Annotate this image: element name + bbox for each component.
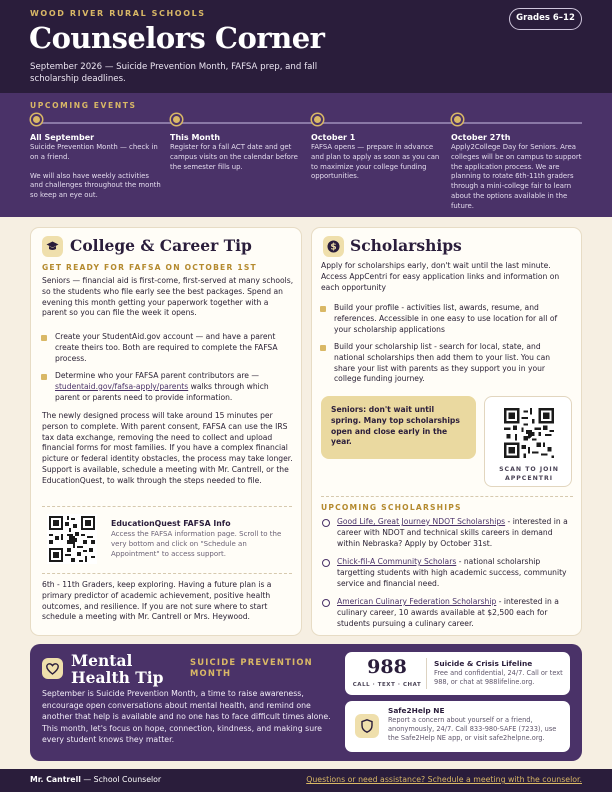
- bullet-item: [55, 371, 293, 403]
- mental-health-text: September is Suicide Prevention Month, a time to raise awareness, encourage open conversations about mental health, and remind one another that help is available and no one has to face difficult times alone. This month, let's focus on hope, connection, kindness, and making sure every student knows they matter.: [42, 689, 331, 745]
- qr-code-icon[interactable]: [502, 406, 556, 460]
- scholarship-item: [337, 597, 573, 629]
- timeline-dot: [171, 114, 182, 125]
- bullet-text: walks through which parent or parents need to provide information.: [55, 381, 269, 402]
- scholarship-item: [337, 517, 573, 549]
- intro-text: Seniors — financial aid is first-come, first-served at many schools, so the students who file early see the best packages. Spend an evening this month getting your paperwork together with a parent so you can file the week it opens.: [42, 276, 294, 318]
- event-desc: We will also have weekly activities and challenges throughout the month so keep an eye out.: [30, 171, 161, 200]
- lifeline-number[interactable]: 988: [367, 656, 407, 678]
- scholarship-link[interactable]: American Culinary Federation Scholarship: [337, 597, 497, 606]
- scholarships-card: [311, 227, 582, 636]
- crisis-lifeline-card: [345, 652, 570, 695]
- timeline-dot: [312, 114, 323, 125]
- lifeline-desc: Free and confidential, 24/7. Call or text 988, or chat at 988lifeline.org.: [434, 669, 563, 686]
- divider: [426, 658, 427, 689]
- qr-label: SCAN TO JOIN APPCENTRI: [499, 466, 559, 482]
- events-label: UPCOMING EVENTS: [30, 101, 137, 110]
- qr-title: EducationQuest FAFSA Info: [111, 519, 231, 528]
- graduation-cap-icon: [42, 236, 63, 257]
- scholarship-desc: - interested in a career with NDOT and technical skills careers in demand within Nebraska? Apply by October 31st.: [337, 517, 568, 548]
- scholarship-desc: - national scholarship targetting students with high academic success, community service and financial need.: [337, 557, 567, 588]
- schedule-meeting-link[interactable]: Questions or need assistance? Schedule a meeting with the counselor.: [306, 775, 582, 784]
- card-title: College & Career Tip: [70, 236, 252, 255]
- mental-health-section: [30, 644, 582, 761]
- timeline-dot: [452, 114, 463, 125]
- event-item: [30, 114, 162, 201]
- section-title: Mental Health Tip: [71, 651, 164, 687]
- divider: [42, 573, 292, 574]
- card-title: Scholarships: [350, 236, 462, 255]
- upcoming-events: [0, 93, 612, 217]
- event-date: October 27th: [451, 133, 511, 142]
- shield-icon: [355, 714, 379, 738]
- event-item: [451, 114, 583, 212]
- counselor-name-text: Mr. Cantrell: [30, 775, 81, 784]
- lifeline-title: Suicide & Crisis Lifeline: [434, 659, 533, 668]
- svg-text:$: $: [330, 242, 337, 253]
- safe2help-desc: Report a concern about yourself or a friend, anonymously, 24/7. Call 833-980-SAFE (7233), use the Safe2Help NE app, or visit safe2helpne.org.: [388, 716, 557, 742]
- event-date: This Month: [170, 133, 221, 142]
- safe2help-title: Safe2Help NE: [388, 706, 445, 715]
- page-title: Counselors Corner: [29, 21, 325, 55]
- divider: [321, 496, 573, 497]
- section-label: GET READY FOR FAFSA ON OCTOBER 1ST: [42, 263, 257, 272]
- event-desc: FAFSA opens — prepare in advance and plan to apply as soon as you can to maximize your college funding opportunities.: [311, 143, 440, 181]
- divider: [42, 506, 292, 507]
- bullet-item: Create your StudentAid.gov account — and have a parent create theirs too. Both are required to complete the FAFSA process.: [55, 332, 293, 364]
- safe2help-card: [345, 701, 570, 752]
- page-subtitle: September 2026 — Suicide Prevention Month, FAFSA prep, and fall scholarship deadlines.: [30, 62, 318, 84]
- event-desc: Register for a fall ACT date and get campus visits on the calendar before the semester fills up.: [170, 143, 298, 171]
- counselor-role: — School Counselor: [80, 775, 162, 784]
- section-label: SUICIDE PREVENTION MONTH: [190, 657, 313, 678]
- timeline-dot: [31, 114, 42, 125]
- event-item: [170, 114, 302, 172]
- appcentri-qr-card[interactable]: [484, 396, 572, 487]
- event-desc: Suicide Prevention Month — check in on a friend.: [30, 143, 158, 161]
- college-career-card: [30, 227, 302, 636]
- callout-box: Seniors: don't wait until spring. Many top scholarships open and close early in the year.: [321, 396, 476, 459]
- body-text: The newly designed process will take around 15 minutes per person to complete. With parent consent, FAFSA can use the IRS tax data exchange, removing the need to collect and upload financial forms for most families. If you have a complex financial picture or federal identity obstacles, the process may take longer. Support is available, schedule a meeting with Mr. Cantrell, or the EducationQuest, to walk through the steps needed to file.: [42, 411, 293, 485]
- event-desc: Apply2College Day for Seniors. Area colleges will be on campus to support the application process. We are planning to rotate 6th-11th graders through a mini-college fair to learn about the options available in the future.: [451, 143, 582, 210]
- scholarship-desc: - interested in a culinary career, 10 awards available at $2,500 each for students pursuing a culinary career.: [337, 597, 559, 628]
- scholarship-link[interactable]: Good Life, Great Journey NDOT Scholarships: [337, 517, 506, 526]
- heart-icon: [42, 658, 63, 679]
- intro-text: Apply for scholarships early, don't wait until the last minute. Access AppCentri for easy application links and information on each opportunity: [321, 261, 560, 292]
- scholarship-item: [337, 557, 573, 589]
- bullet-text: Determine who your FAFSA parent contributors are —: [55, 371, 259, 380]
- event-date: October 1: [311, 133, 356, 142]
- counselor-name: [30, 775, 161, 784]
- dollar-icon: [323, 236, 344, 257]
- qr-desc: Access the FAFSA information page. Scroll to the very bottom and click on "Schedule an Appointment" to access support.: [111, 530, 282, 558]
- lifeline-sub: CALL · TEXT · CHAT: [352, 682, 422, 688]
- grades-badge: Grades 6–12: [509, 8, 582, 30]
- qr-code-icon[interactable]: [47, 514, 97, 564]
- outro-text: 6th - 11th Graders, keep exploring. Having a future plan is a primary predictor of academic achievement, positive health outcomes, and resilience. If you are not sure where to start schedule a meeting with Mr. Cantrell or Mrs. Heywood.: [42, 580, 272, 622]
- footer: [0, 769, 612, 792]
- bullet-item: Build your scholarship list - search for local, state, and national scholarships then add them to your list. You can share your list with parents as they support you in your college funding journey.: [334, 342, 572, 385]
- header: [0, 0, 612, 93]
- bullet-item: Build your profile - activities list, awards, resume, and references. Accessible in one easy to use location for all of your scholarship applications: [334, 303, 572, 335]
- section-label: UPCOMING SCHOLARSHIPS: [321, 503, 462, 512]
- event-date: All September: [30, 133, 95, 142]
- scholarship-link[interactable]: Chick-fil-A Community Scholars: [337, 557, 457, 566]
- event-item: [311, 114, 443, 182]
- studentaid-link[interactable]: studentaid.gov/fafsa-apply/parents: [55, 381, 189, 391]
- school-name: WOOD RIVER RURAL SCHOOLS: [30, 9, 206, 18]
